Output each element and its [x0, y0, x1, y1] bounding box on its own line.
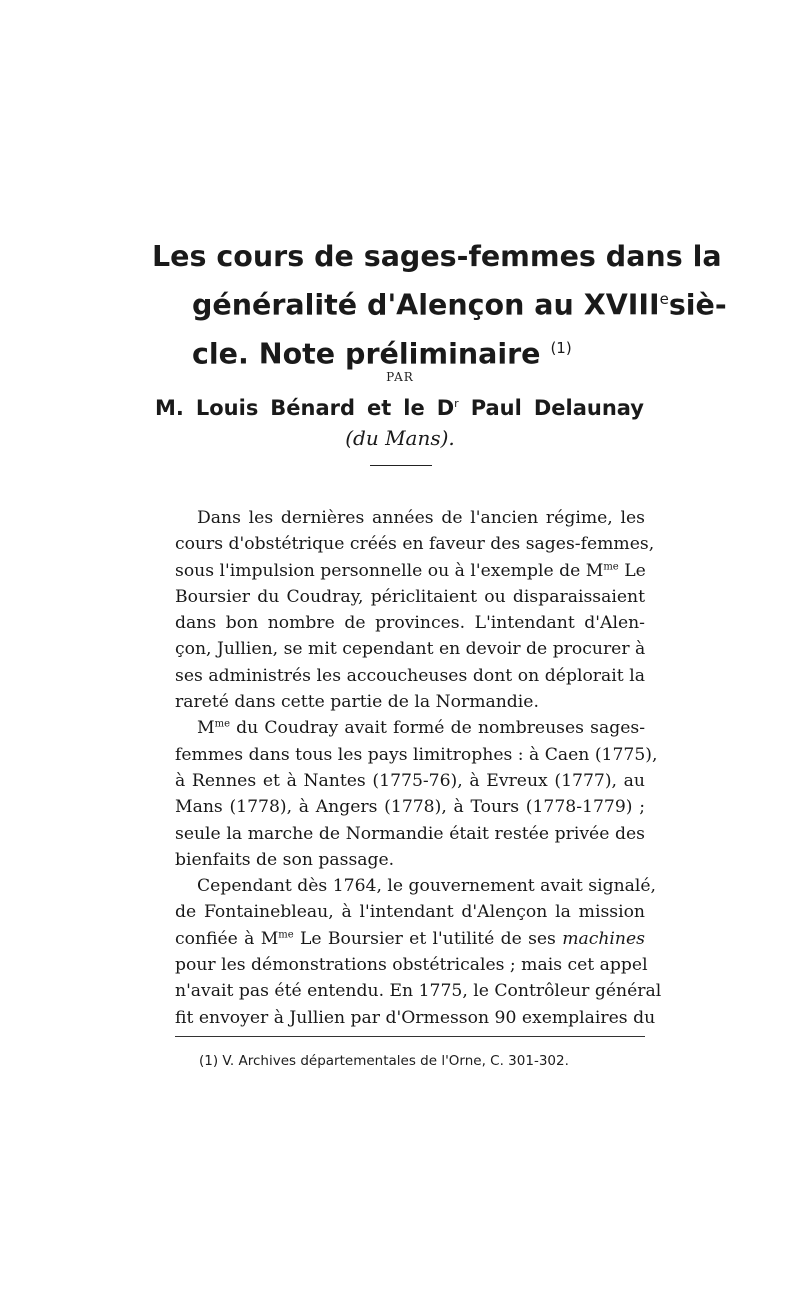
body-line: Cependant dès 1764, le gouvernement avait signalé,: [197, 876, 657, 897]
title-divider: [370, 465, 432, 466]
body-line: femmes dans tous les pays limitrophes : à Caen (1775),: [175, 744, 658, 765]
body-line: à Rennes et à Nantes (1775-76), à Evreux (1777), au: [175, 770, 645, 791]
body-line: Boursier du Coudray, périclitaient ou disparaissaient: [175, 586, 645, 607]
body-line: seule la marche de Normandie était restée privée des: [175, 823, 645, 844]
body-line: $M^{me}$ du Coudray avait formé de nombreuses sages-: [197, 718, 645, 739]
body-line: n'avait pas été entendu. En 1775, le Contrôleur général: [175, 981, 662, 1002]
body-line: dans bon nombre de provinces. L'intendant d'Alen-: [175, 613, 645, 634]
body-line: Mans (1778), à Angers (1778), à Tours (1778-1779) ;: [175, 797, 645, 818]
body-line: bienfaits de son passage.: [175, 849, 395, 870]
body-text: [175, 505, 662, 1031]
body-line: Dans les dernières années de l'ancien régime, les: [197, 508, 645, 528]
footnote-reference: (1): [550, 338, 572, 357]
body-line: de Fontainebleau, à l'intendant d'Alençon la mission: [175, 902, 645, 923]
body-line: cours d'obstétrique créés en faveur des sages-femmes,: [175, 534, 655, 555]
footnote: (1) V. Archives départementales de l'Orne, C. 301-302.: [199, 1053, 569, 1069]
body-line: ses administrés les accoucheuses dont on déplorait la: [175, 665, 645, 686]
title-line-2: généralité d'Alençon au XVIIIesiè-: [192, 288, 727, 322]
body-line: rareté dans cette partie de la Normandie.: [175, 692, 539, 713]
body-line: pour les démonstrations obstétricales ; mais cet appel: [175, 955, 648, 976]
body-line: sous l'impulsion personnelle ou à l'exemple de $M^{me}$ Le: [175, 560, 646, 581]
body-line: confiée à $M^{me}$ Le Boursier et l'utilité de ses machines: [175, 928, 645, 949]
author-affiliation: (du Mans).: [345, 426, 455, 450]
body-line: çon, Jullien, se mit cependant en devoir de procurer à: [175, 639, 646, 660]
body-line: fit envoyer à Jullien par d'Ormesson 90 exemplaires du: [175, 1007, 656, 1028]
title-line-3: cle. Note préliminaire $^{(1)}$: [192, 337, 572, 370]
byline-par: PAR: [386, 370, 414, 384]
title-line-1: Les cours de sages-femmes dans la: [152, 240, 722, 273]
footnote-divider: [175, 1036, 645, 1037]
article-title: [152, 236, 727, 375]
authors: M. Louis Bénard et le $D^r$ Paul Delaunay: [155, 396, 644, 420]
